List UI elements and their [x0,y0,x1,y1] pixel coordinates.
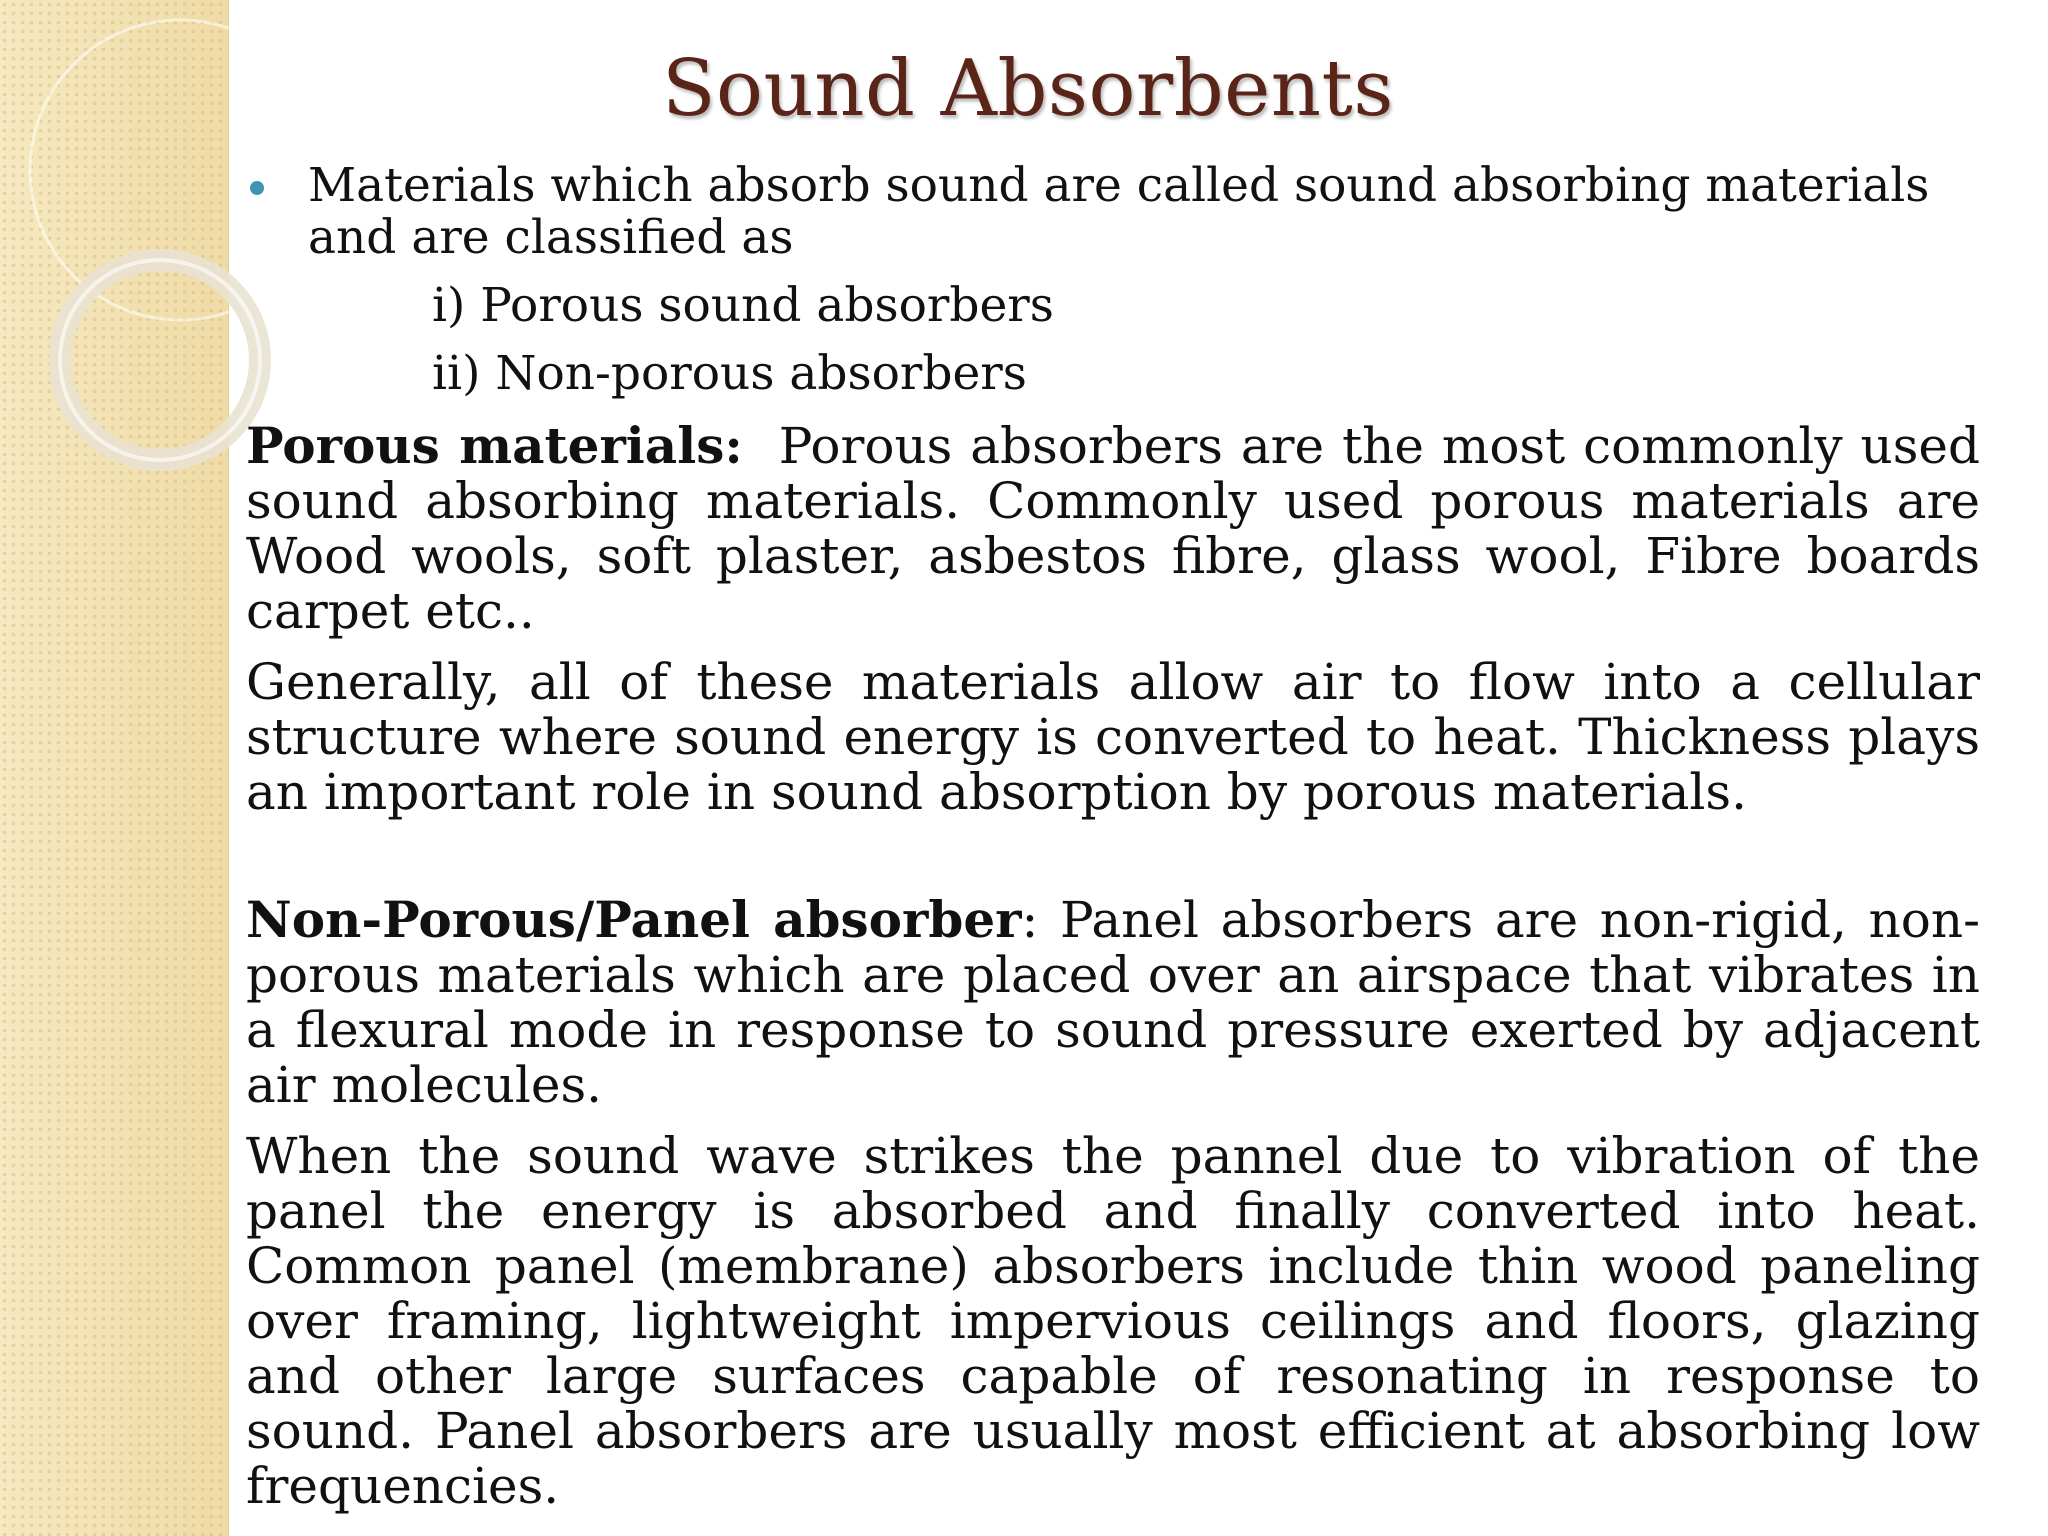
porous-heading: Porous materials: [246,416,743,475]
porous-paragraph-2: Generally, all of these materials allow air to flow into a cellular structure where sound energy is converted to heat. Thickness plays an important role in sound absorption by porous materials. [246,653,1980,821]
intro-bullet [246,160,1980,264]
small-ring-highlight [60,260,260,460]
nonporous-paragraph-2: When the sound wave strikes the pannel due to vibration of the panel the energy is absorbed and finally converted into heat. Common panel (membrane) absorbers include thin wood paneling over framing, lightweight impervious ceilings and floors, glazing and other large surfaces capable of resonating in response to sound. Panel absorbers are usually most efficient at absorbing low frequencies. [246,1127,1980,1515]
type-item-nonporous: ii) Non-porous absorbers [432,346,1027,401]
nonporous-paragraph [246,892,1980,1113]
nonporous-heading: Non-Porous/Panel absorber [246,890,1022,949]
porous-paragraph [246,418,1980,639]
bullet-dot-icon [250,181,264,195]
slide-body [246,160,1980,1514]
porous-text: Porous absorbers are the most commonly used sound absorbing materials. Commonly used porous materials are Wood wools, soft plaster, asbestos fibre, glass wool, Fibre boards carpet etc.. [246,417,1980,640]
type-item-porous: i) Porous sound absorbers [432,278,1054,333]
intro-bullet-text: Materials which absorb sound are called sound absorbing materials and are classified as [308,158,1930,265]
nonporous-text: Panel absorbers are non-rigid, non-porous materials which are placed over an airspace that vibrates in a flexural mode in response to sound pressure exerted by adjacent air molecules. [246,891,1980,1114]
slide-title: Sound Absorbents [662,44,1394,134]
nonporous-separator: : [1021,891,1039,949]
